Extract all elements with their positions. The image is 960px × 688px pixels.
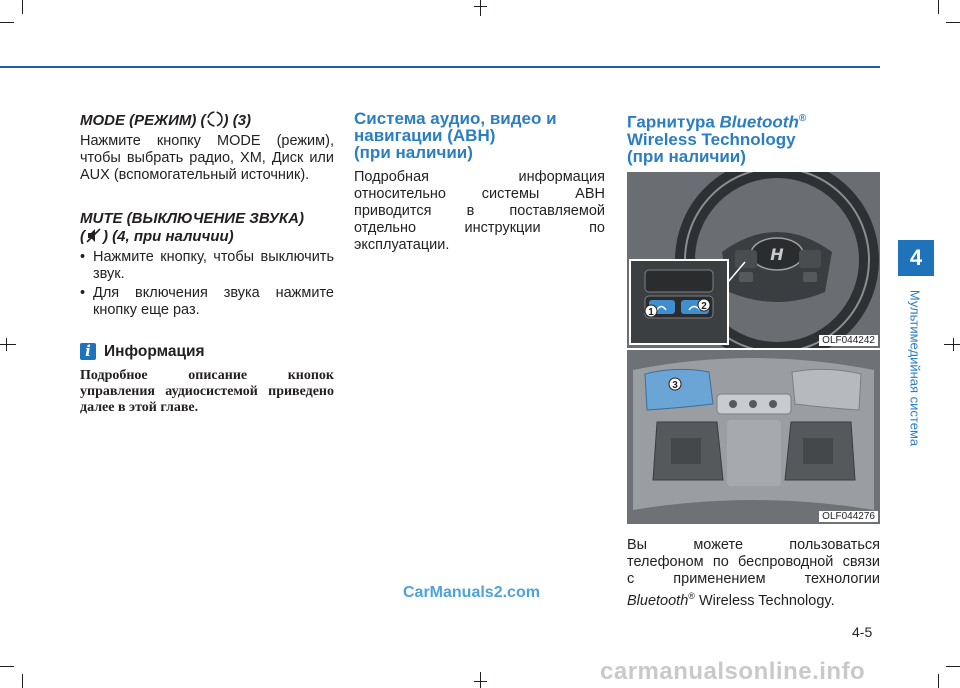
bluetooth-heading-line3: (при наличии): [627, 146, 746, 166]
bluetooth-body-line3: с применением технологии: [627, 571, 880, 587]
overhead-console-drawing: [627, 350, 880, 524]
info-body: Подробное описание кнопок управления аудиосистемой приведено далее в этой главе.: [80, 368, 334, 415]
mode-heading-suffix: ) (3): [223, 112, 252, 129]
crop-mark: [953, 338, 954, 351]
info-title: Информация: [104, 343, 205, 360]
crop-mark: [0, 22, 14, 23]
figure-code: OLF044242: [819, 335, 878, 346]
crop-mark: [6, 338, 7, 351]
bluetooth-body-line4: [627, 588, 880, 610]
bluetooth-body-line1: Вы можете пользоваться: [627, 537, 880, 553]
svg-text:H: H: [770, 245, 784, 264]
crop-mark: [474, 6, 487, 7]
bluetooth-body-brand: Bluetooth: [627, 592, 689, 609]
callout-label: 2: [701, 301, 707, 312]
steering-wheel-photo: [627, 172, 880, 348]
bluetooth-heading-line1: [627, 110, 880, 131]
avn-heading-line3: (при наличии): [354, 143, 473, 162]
bluetooth-body-line2: телефоном по беспроводной связи: [627, 554, 880, 570]
overhead-console-photo: [627, 350, 880, 524]
avn-text: Подробная информация относительно системы АВН приводится в поставляемой отдельно инструкции по эксплуатации.: [354, 169, 605, 253]
chapter-tab: 4: [898, 240, 934, 276]
mute-heading-line2: [80, 227, 334, 245]
info-header: [80, 343, 334, 360]
bluetooth-body-tail: Wireless Technology.: [694, 592, 835, 609]
column-middle: [354, 108, 605, 254]
bluetooth-heading-brand: Bluetooth: [719, 112, 799, 132]
callout-label: 1: [648, 307, 654, 318]
bluetooth-heading-pre: Гарнитура: [627, 112, 720, 132]
list-item: • Нажмите кнопку, чтобы выключить звук.: [80, 249, 334, 283]
crop-mark: [22, 0, 23, 14]
avn-heading-line1: Система аудио, видео и: [354, 109, 557, 128]
figure-code: OLF044276: [819, 511, 878, 522]
crop-mark: [938, 0, 939, 14]
crop-mark: [474, 681, 487, 682]
crop-mark: [946, 22, 960, 23]
crop-mark: [938, 674, 939, 688]
crop-mark: [480, 672, 481, 688]
mute-speaker-icon: [85, 227, 103, 244]
crop-mark: [480, 0, 481, 16]
avn-heading: [354, 110, 605, 161]
chapter-title-text: Мультимедийная система: [907, 289, 923, 447]
info-icon: i: [80, 343, 96, 360]
crop-mark: [0, 666, 14, 667]
mode-heading-text: MODE (РЕЖИМ) (: [80, 112, 206, 129]
crop-mark: [22, 674, 23, 688]
mode-circle-icon: [206, 110, 224, 128]
column-right: [627, 108, 880, 173]
watermark: carmanualsonline.info: [600, 658, 866, 685]
crop-mark: [944, 344, 960, 345]
chapter-title: [904, 283, 926, 453]
crop-mark: [0, 344, 16, 345]
bluetooth-heading: [627, 110, 880, 165]
avn-heading-line2: навигации (АВН): [354, 126, 496, 145]
mute-heading-suffix: ) (4, при наличии): [103, 228, 234, 245]
steering-wheel-drawing: [627, 172, 880, 348]
callout-label: 3: [672, 380, 678, 391]
watermark-link[interactable]: CarManuals2.com: [403, 584, 540, 601]
list-item: • Для включения звука нажмите кнопку еще раз.: [80, 285, 334, 319]
header-rule: [0, 66, 880, 68]
column-left: [80, 108, 334, 416]
registered-mark: ®: [798, 113, 807, 124]
mode-text: Нажмите кнопку MODE (режим), чтобы выбрать радио, XM, Диск или AUX (вспомогательный источник).: [80, 133, 334, 183]
mute-heading: [80, 210, 334, 245]
mode-heading: [80, 110, 334, 129]
bluetooth-body: [627, 537, 880, 610]
mute-bullet-list: [80, 249, 334, 319]
bluetooth-heading-line2: Wireless Technology: [627, 129, 796, 149]
mute-heading-line1: MUTE (ВЫКЛЮЧЕНИЕ ЗВУКА): [80, 210, 304, 227]
registered-mark: ®: [688, 591, 695, 601]
page-number: 4-5: [852, 624, 873, 640]
crop-mark: [946, 666, 960, 667]
mute-heading-open: (: [80, 228, 85, 245]
